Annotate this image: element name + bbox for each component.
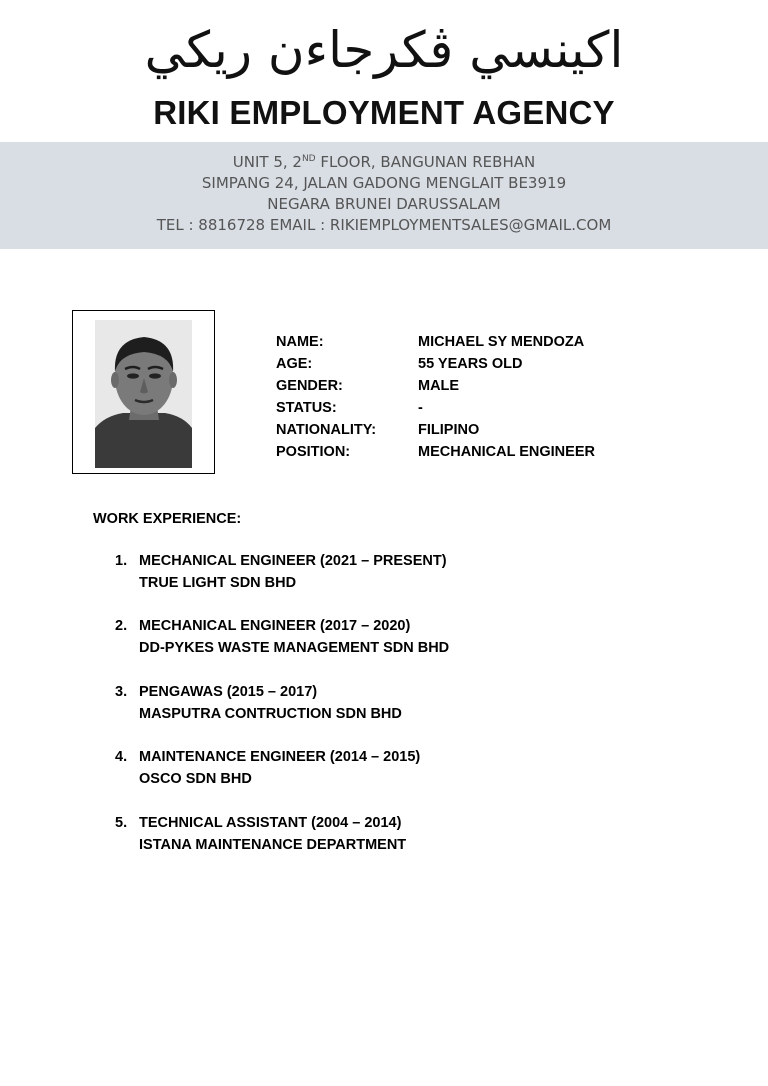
detail-value: MICHAEL SY MENDOZA — [418, 334, 585, 350]
photo-frame — [72, 310, 215, 474]
detail-row-status — [276, 397, 595, 419]
work-item-company: DD-PYKES WASTE MANAGEMENT SDN BHD — [139, 640, 450, 656]
work-item-company: TRUE LIGHT SDN BHD — [139, 575, 297, 591]
detail-value: MALE — [418, 378, 460, 394]
detail-value: FILIPINO — [418, 422, 480, 438]
address-line-3: NEGARA BRUNEI DARUSSALAM — [267, 195, 501, 213]
work-item-number: 5. — [115, 815, 128, 831]
work-item-title: MECHANICAL ENGINEER (2017 – 2020) — [139, 618, 411, 634]
address-line-2: SIMPANG 24, JALAN GADONG MENGLAIT BE3919 — [201, 174, 567, 192]
work-item-number: 3. — [115, 684, 128, 700]
work-item-title: MECHANICAL ENGINEER (2021 – PRESENT) — [139, 553, 447, 569]
detail-row-gender — [276, 375, 595, 397]
detail-row-age — [276, 353, 595, 375]
detail-label: STATUS: — [276, 400, 337, 416]
work-item-company: OSCO SDN BHD — [139, 771, 252, 787]
candidate-photo — [95, 320, 192, 468]
detail-label: NATIONALITY: — [276, 422, 377, 438]
work-item-number: 4. — [115, 749, 128, 765]
detail-label: POSITION: — [276, 444, 351, 460]
address-band — [0, 142, 768, 249]
work-item-number: 2. — [115, 618, 128, 634]
contact-line: TEL : 8816728 EMAIL : RIKIEMPLOYMENTSALES@GMAIL.COM — [156, 216, 612, 234]
detail-label: AGE: — [276, 356, 313, 372]
detail-value: MECHANICAL ENGINEER — [418, 444, 595, 460]
detail-value: 55 YEARS OLD — [418, 356, 523, 372]
work-item-company: ISTANA MAINTENANCE DEPARTMENT — [139, 837, 407, 853]
detail-value: - — [418, 400, 423, 416]
detail-label: GENDER: — [276, 378, 343, 394]
work-experience-heading: WORK EXPERIENCE: — [93, 511, 242, 527]
work-item-title: PENGAWAS (2015 – 2017) — [139, 684, 318, 700]
work-item-title: TECHNICAL ASSISTANT (2004 – 2014) — [139, 815, 402, 831]
detail-row-position — [276, 441, 595, 463]
detail-row-nationality — [276, 419, 595, 441]
address-line-1: UNIT 5, 2ND FLOOR, BANGUNAN REBHAN — [232, 153, 536, 171]
agency-arabic-name: اكينسي ڤكرجاءن ريكي — [144, 21, 624, 79]
detail-row-name — [276, 331, 595, 353]
detail-label: NAME: — [276, 334, 324, 350]
work-item-number: 1. — [115, 553, 128, 569]
work-item-title: MAINTENANCE ENGINEER (2014 – 2015) — [139, 749, 421, 765]
agency-name: RIKI EMPLOYMENT AGENCY — [153, 94, 615, 131]
personal-details — [276, 331, 595, 463]
work-item-company: MASPUTRA CONTRUCTION SDN BHD — [139, 706, 402, 722]
